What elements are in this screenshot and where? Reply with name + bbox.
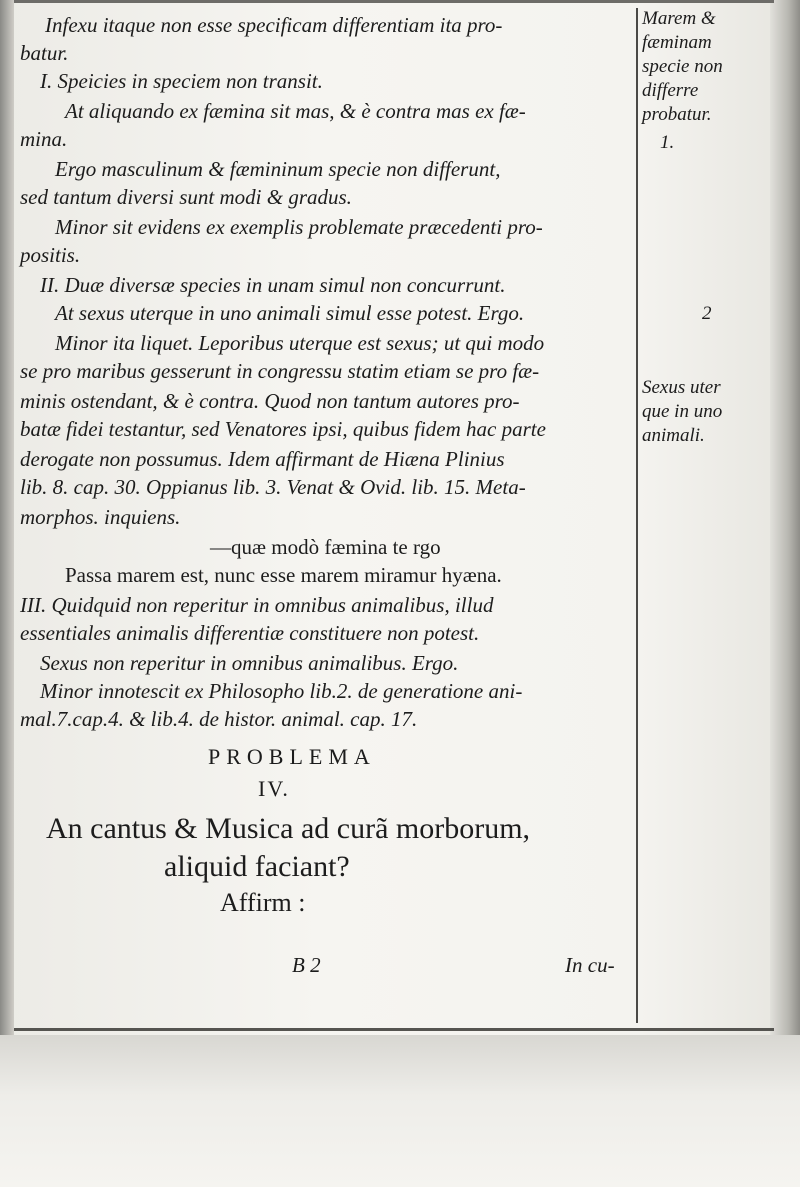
text-line: positis. — [20, 243, 81, 267]
text-line: mina. — [20, 127, 68, 151]
margin-line: Sexus uter — [642, 377, 721, 398]
margin-line: specie non — [642, 56, 723, 77]
text-line: Minor innotescit ex Philosopho lib.2. de generatione ani- — [40, 679, 523, 703]
text-line: At aliquando ex fæmina sit mas, & è contra mas ex fæ- — [65, 99, 526, 123]
question-line: aliquid faciant? — [164, 850, 350, 883]
margin-line: probatur. — [642, 104, 712, 125]
top-rule — [14, 0, 774, 3]
column-divider — [636, 8, 638, 1023]
binding-gutter — [0, 0, 14, 1060]
margin-line: animali. — [642, 425, 705, 446]
margin-number: 2 — [702, 303, 712, 324]
text-line: At sexus uterque in uno animali simul esse potest. Ergo. — [55, 301, 525, 325]
verse-line: —quæ modò fæmina te rgo — [210, 535, 441, 559]
text-line: Ergo masculinum & fæmininum specie non differunt, — [55, 157, 501, 181]
text-line: batæ fidei testantur, sed Venatores ipsi, quibus fidem hac parte — [20, 417, 546, 441]
text-line: Infexu itaque non esse specificam differentiam ita pro- — [45, 13, 503, 37]
text-line: lib. 8. cap. 30. Oppianus lib. 3. Venat & Ovid. lib. 15. Meta- — [20, 475, 526, 499]
text-line: II. Duæ diversæ species in unam simul non concurrunt. — [40, 273, 506, 297]
problema-heading: PROBLEMA — [208, 744, 376, 769]
catchword: In cu- — [565, 953, 615, 977]
text-line: se pro maribus gesserunt in congressu statim etiam se pro fæ- — [20, 359, 540, 383]
text-line: Minor ita liquet. Leporibus uterque est sexus; ut qui modo — [55, 331, 545, 355]
text-line: batur. — [20, 41, 69, 65]
verse-line: Passa marem est, nunc esse marem miramur hyæna. — [65, 563, 502, 587]
bottom-rule — [14, 1028, 774, 1031]
text-line: I. Speicies in speciem non transit. — [40, 69, 323, 93]
text-line: morphos. inquiens. — [20, 505, 181, 529]
page-bottom-margin — [0, 1035, 800, 1187]
margin-line: que in uno — [642, 401, 723, 422]
text-line: sed tantum diversi sunt modi & gradus. — [20, 185, 352, 209]
text-line: Sexus non reperitur in omnibus animalibus. Ergo. — [40, 651, 459, 675]
text-line: Minor sit evidens ex exemplis problemate præcedenti pro- — [55, 215, 543, 239]
text-line: essentiales animalis differentiæ constituere non potest. — [20, 621, 480, 645]
text-line: derogate non possumus. Idem affirmant de Hiæna Plinius — [20, 447, 505, 471]
signature-mark: B 2 — [292, 953, 321, 977]
answer-line: Affirm : — [220, 888, 306, 917]
margin-line: differre — [642, 80, 699, 101]
margin-number: 1. — [660, 132, 675, 153]
question-line: An cantus & Musica ad curã morborum, — [46, 812, 531, 845]
page-edge — [770, 0, 800, 1100]
margin-line: Marem & — [642, 8, 716, 29]
margin-line: fæminam — [642, 32, 712, 53]
text-line: III. Quidquid non reperitur in omnibus animalibus, illud — [20, 593, 494, 617]
problema-number: IV. — [258, 776, 290, 801]
text-line: minis ostendant, & è contra. Quod non tantum autores pro- — [20, 389, 520, 413]
text-line: mal.7.cap.4. & lib.4. de histor. animal. cap. 17. — [20, 707, 418, 731]
